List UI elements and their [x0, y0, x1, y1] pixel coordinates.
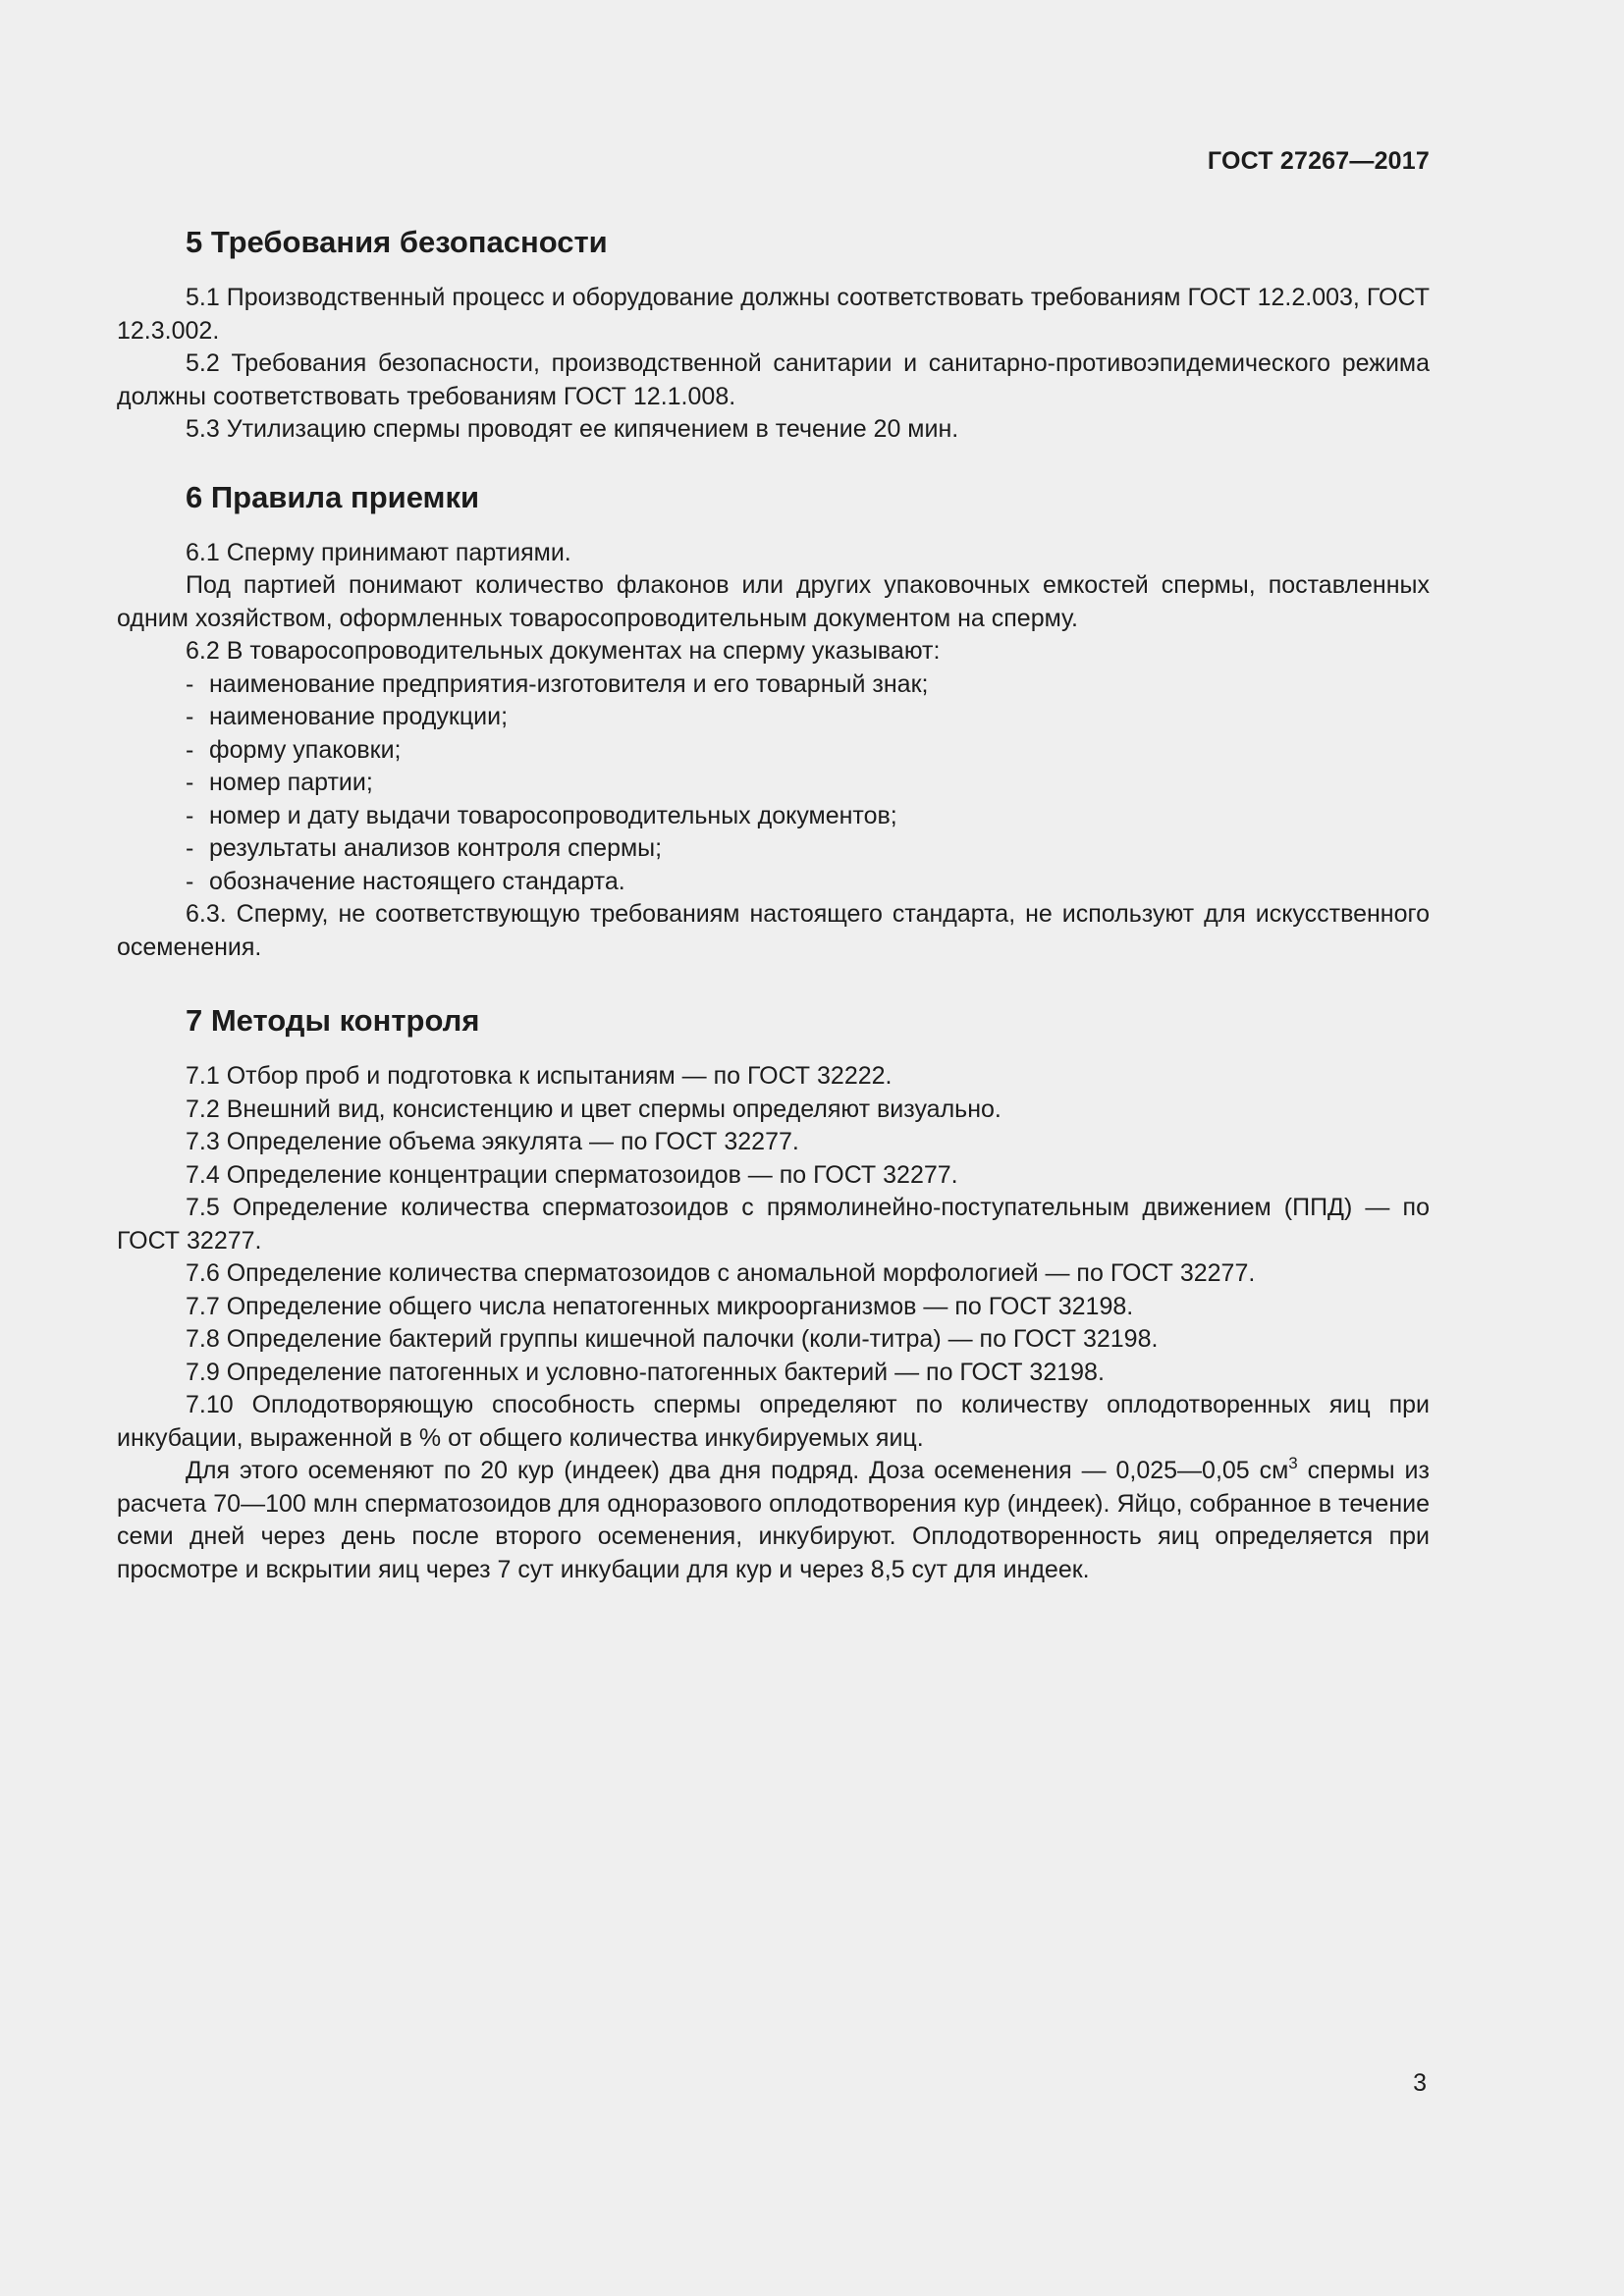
section-5: [117, 221, 1430, 447]
paragraph-7-3: 7.3 Определение объема эякулята — по ГОСТ 32277.: [186, 1128, 799, 1155]
list-item: - номер и дату выдачи товаросопроводительных документов;: [186, 801, 897, 829]
cubic-superscript: 3: [1288, 1454, 1298, 1472]
document-contents-list: [117, 668, 1430, 899]
list-item: - форму упаковки;: [186, 735, 402, 764]
paragraph-insemination-procedure: [117, 1455, 1430, 1586]
procedure-text-start: Для этого осеменяют по 20 кур (индеек) два дня подряд. Доза осеменения — 0,025—0,05 см: [186, 1457, 1289, 1484]
section-5-title: 5 Требования безопасности: [186, 225, 608, 259]
paragraph-7-5: 7.5 Определение количества сперматозоидов с прямолинейно-поступательным движением (ППД) — по ГОСТ 32277.: [117, 1194, 1430, 1255]
section-6-title: 6 Правила приемки: [186, 479, 480, 514]
paragraph-7-6: 7.6 Определение количества сперматозоидов с аномальной морфологией — по ГОСТ 32277.: [186, 1259, 1256, 1287]
paragraph-5-2: 5.2 Требования безопасности, производственной санитарии и санитарно-противоэпидемического режима должны соответствовать требованиям ГОСТ 12.1.008.: [117, 349, 1430, 410]
paragraph-5-1: 5.1 Производственный процесс и оборудование должны соответствовать требованиям ГОСТ 12.2.003, ГОСТ 12.3.002.: [117, 284, 1430, 345]
list-item: - обозначение настоящего стандарта.: [186, 867, 625, 895]
document-code: ГОСТ 27267—2017: [1207, 147, 1430, 175]
list-item: - результаты анализов контроля спермы;: [186, 834, 663, 862]
paragraph-7-8: 7.8 Определение бактерий группы кишечной палочки (коли-титра) — по ГОСТ 32198.: [186, 1325, 1159, 1353]
page-number: 3: [1413, 2069, 1427, 2097]
paragraph-7-4: 7.4 Определение концентрации сперматозоидов — по ГОСТ 32277.: [186, 1160, 958, 1189]
paragraph-7-9: 7.9 Определение патогенных и условно-патогенных бактерий — по ГОСТ 32198.: [186, 1358, 1105, 1386]
paragraph-batch-definition: Под партией понимают количество флаконов или других упаковочных емкостей спермы, поставленных одним хозяйством, оформленных товаросопроводительным документом на сперму.: [117, 571, 1430, 632]
paragraph-7-7: 7.7 Определение общего числа непатогенных микроорганизмов — по ГОСТ 32198.: [186, 1292, 1134, 1320]
paragraph-6-2: 6.2 В товаросопроводительных документах на сперму указывают:: [186, 637, 941, 665]
section-7-title: 7 Методы контроля: [186, 1003, 480, 1038]
paragraph-5-3: 5.3 Утилизацию спермы проводят ее кипячением в течение 20 мин.: [186, 415, 959, 443]
section-6: [117, 476, 1430, 965]
paragraph-6-3: 6.3. Сперму, не соответствующую требованиям настоящего стандарта, не используют для искусственного осеменения.: [117, 900, 1430, 961]
section-7: [117, 999, 1430, 1586]
paragraph-7-1: 7.1 Отбор проб и подготовка к испытаниям — по ГОСТ 32222.: [186, 1062, 893, 1090]
list-item: - номер партии;: [186, 769, 373, 796]
page-content: [117, 221, 1430, 1616]
paragraph-6-1: 6.1 Сперму принимают партиями.: [186, 538, 571, 566]
paragraph-7-2: 7.2 Внешний вид, консистенцию и цвет спермы определяют визуально.: [186, 1095, 1001, 1123]
list-item: - наименование предприятия-изготовителя и его товарный знак;: [186, 669, 929, 698]
paragraph-7-10: 7.10 Оплодотворяющую способность спермы определяют по количеству оплодотворенных яиц при инкубации, выраженной в % от общего количества инкубируемых яиц.: [117, 1391, 1430, 1452]
procedure-text-end: спермы из расчета 70—100 млн сперматозоидов для одноразового оплодотворения кур (индеек). Яйцо, собранное в течение семи дней через день после второго осеменения, инкубируют. Оплодотворенность яиц определяется при просмотре и вскрытии яиц через 7 сут инкубации для кур и через 8,5 сут для индеек.: [117, 1457, 1430, 1583]
list-item: - наименование продукции;: [186, 703, 509, 730]
